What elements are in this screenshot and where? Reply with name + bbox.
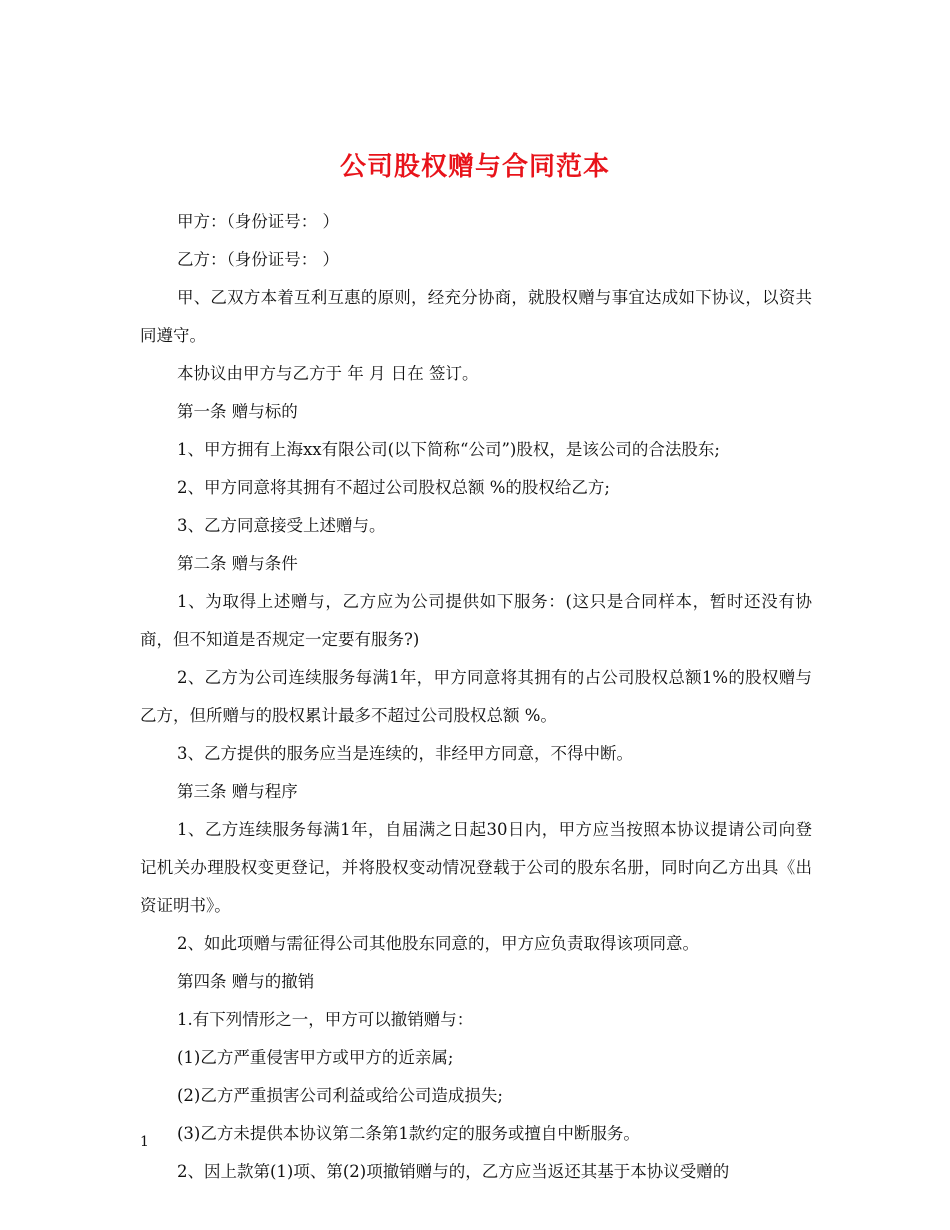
article-1-clause-2: 2、甲方同意将其拥有不超过公司股权总额 %的股权给乙方; xyxy=(177,478,610,497)
article-1-clause-3: 3、乙方同意接受上述赠与。 xyxy=(177,516,386,535)
article-4-clause-2: 2、因上款第(1)项、第(2)项撤销赠与的，乙方应当返还其基于本协议受赠的 xyxy=(177,1162,730,1181)
signing-paragraph: 本协议由甲方与乙方于 年 月 日在 签订。 xyxy=(177,364,479,383)
article-2-clause-1: 1、为取得上述赠与，乙方应为公司提供如下服务：(这只是合同样本，暂时还没有协商，但不知道是否规定一定要有服务?) xyxy=(140,592,812,649)
party-b-line: 乙方：（身份证号： ） xyxy=(177,250,339,269)
article-4-item-2: (2)乙方严重损害公司利益或给公司造成损失; xyxy=(177,1086,503,1105)
article-1-clause-1: 1、甲方拥有上海xx有限公司(以下简称“公司”)股权，是该公司的合法股东; xyxy=(177,440,720,459)
article-1-heading: 第一条 赠与标的 xyxy=(177,402,298,421)
article-2-clause-3: 3、乙方提供的服务应当是连续的，非经甲方同意，不得中断。 xyxy=(177,744,633,763)
article-4-item-1: (1)乙方严重侵害甲方或甲方的近亲属; xyxy=(177,1048,454,1067)
article-2-heading: 第二条 赠与条件 xyxy=(177,554,298,573)
article-3-heading: 第三条 赠与程序 xyxy=(177,782,298,801)
article-4-heading: 第四条 赠与的撤销 xyxy=(177,972,315,991)
article-3-clause-1: 1、乙方连续服务每满1年，自届满之日起30日内，甲方应当按照本协议提请公司向登记机关办理股权变更登记，并将股权变动情况登载于公司的股东名册，同时向乙方出具《出资证明书》。 xyxy=(140,820,812,915)
article-4-clause-1: 1.有下列情形之一，甲方可以撤销赠与： xyxy=(177,1010,474,1029)
document-body xyxy=(140,203,812,1191)
document-title: 公司股权赠与合同范本 xyxy=(339,152,610,183)
page-number: 1 xyxy=(140,1134,149,1150)
preamble-paragraph: 甲、乙双方本着互利互惠的原则，经充分协商，就股权赠与事宜达成如下协议，以资共同遵守。 xyxy=(140,288,812,345)
article-4-item-3: (3)乙方未提供本协议第二条第1款约定的服务或擅自中断服务。 xyxy=(177,1124,640,1143)
article-2-clause-2: 2、乙方为公司连续服务每满1年，甲方同意将其拥有的占公司股权总额1%的股权赠与乙方，但所赠与的股权累计最多不超过公司股权总额 %。 xyxy=(140,668,812,725)
article-3-clause-2: 2、如此项赠与需征得公司其他股东同意的，甲方应负责取得该项同意。 xyxy=(177,934,699,953)
party-a-line: 甲方：（身份证号： ） xyxy=(177,212,339,231)
